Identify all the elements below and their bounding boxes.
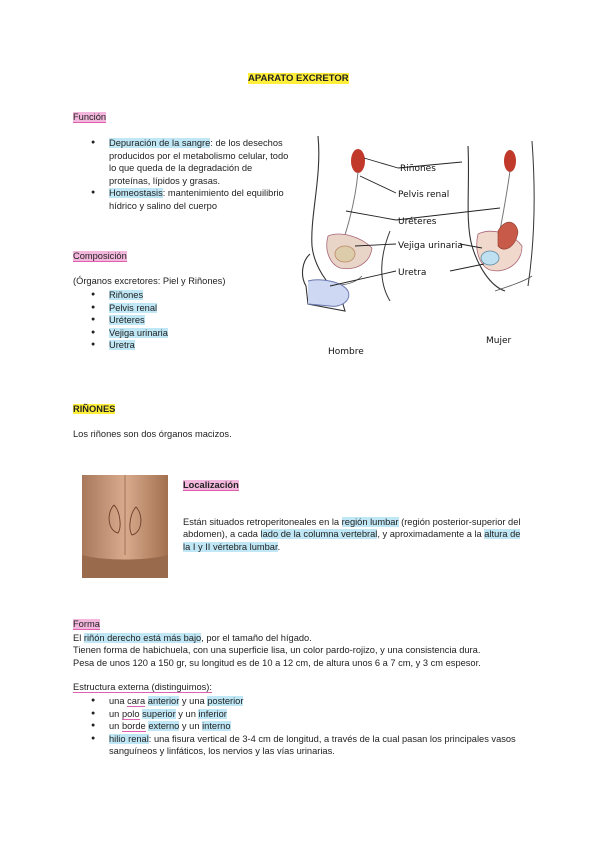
- label-ureteres: Uréteres: [398, 217, 437, 227]
- label-mujer: Mujer: [486, 336, 512, 346]
- composicion-intro: (Órganos excretores: Piel y Riñones): [73, 276, 226, 286]
- list-item: ● Depuración de la sangre: de los desechos producidos por el metabolismo celular, todo lo que queda de la degradación de proteínas, lípidos y grasas.: [91, 137, 296, 187]
- female-kidney-icon: [504, 150, 516, 172]
- forma-text: [73, 632, 533, 669]
- list-item: ● una cara anterior y una posterior: [91, 695, 531, 708]
- list-item: ● Pelvis renal: [91, 302, 168, 315]
- forma-line-1: El riñón derecho está más bajo, por el tamaño del hígado.: [73, 633, 312, 643]
- estructura-heading: Estructura externa (distinguimos):: [73, 682, 212, 692]
- funcion-list: [91, 137, 296, 212]
- back-photo: [82, 475, 168, 578]
- list-item: ● Homeostasis: mantenimiento del equilibrio hídrico y salino del cuerpo: [91, 187, 296, 212]
- label-pelvis-renal: Pelvis renal: [398, 190, 450, 200]
- female-bladder-icon: [481, 251, 499, 265]
- forma-line-3: Pesa de unos 120 a 150 gr, su longitud es de 10 a 12 cm, de altura unos 6 a 7 cm, y 3 cm espesor.: [73, 657, 481, 668]
- estructura-list: [91, 695, 531, 758]
- list-item: ● un borde externo y un interno: [91, 720, 531, 733]
- list-item: ● hilio renal: una fisura vertical de 3-4 cm de longitud, a través de la cual pasan los principales vasos sanguíneos y linfáticos, los nervios y las vías urinarias.: [91, 733, 531, 758]
- list-item: ● Uréteres: [91, 314, 168, 327]
- rinones-heading: RIÑONES: [73, 404, 116, 414]
- page-title: APARATO EXCRETOR: [248, 73, 349, 84]
- male-kidney-icon: [351, 149, 365, 173]
- anatomy-figure: [300, 136, 540, 361]
- localizacion-heading: Localización: [183, 480, 239, 490]
- list-item: ● Uretra: [91, 339, 168, 352]
- list-item: ● un polo superior y un inferior: [91, 708, 531, 721]
- list-item: ● Vejiga urinaria: [91, 327, 168, 340]
- composicion-list: [91, 289, 168, 352]
- funcion-heading: Función: [73, 112, 107, 122]
- male-bladder-icon: [335, 246, 355, 262]
- localizacion-text: Están situados retroperitoneales en la región lumbar (región posterior-superior del abdomen), a cada lado de la columna vertebral, y aproximadamente a la altura de la I y II vértebra lumbar.: [183, 517, 521, 552]
- rinones-intro: Los riñones son dos órganos macizos.: [73, 429, 232, 439]
- composicion-heading: Composición: [73, 251, 127, 261]
- label-uretra: Uretra: [398, 268, 427, 278]
- forma-line-2: Tienen forma de habichuela, con una superficie lisa, un color pardo-rojizo, y una consistencia dura.: [73, 645, 481, 656]
- list-item: ● Riñones: [91, 289, 168, 302]
- label-rinones: Riñones: [400, 164, 436, 174]
- label-hombre: Hombre: [328, 347, 364, 357]
- forma-heading: Forma: [73, 619, 100, 629]
- label-vejiga: Vejiga urinaria: [398, 241, 463, 251]
